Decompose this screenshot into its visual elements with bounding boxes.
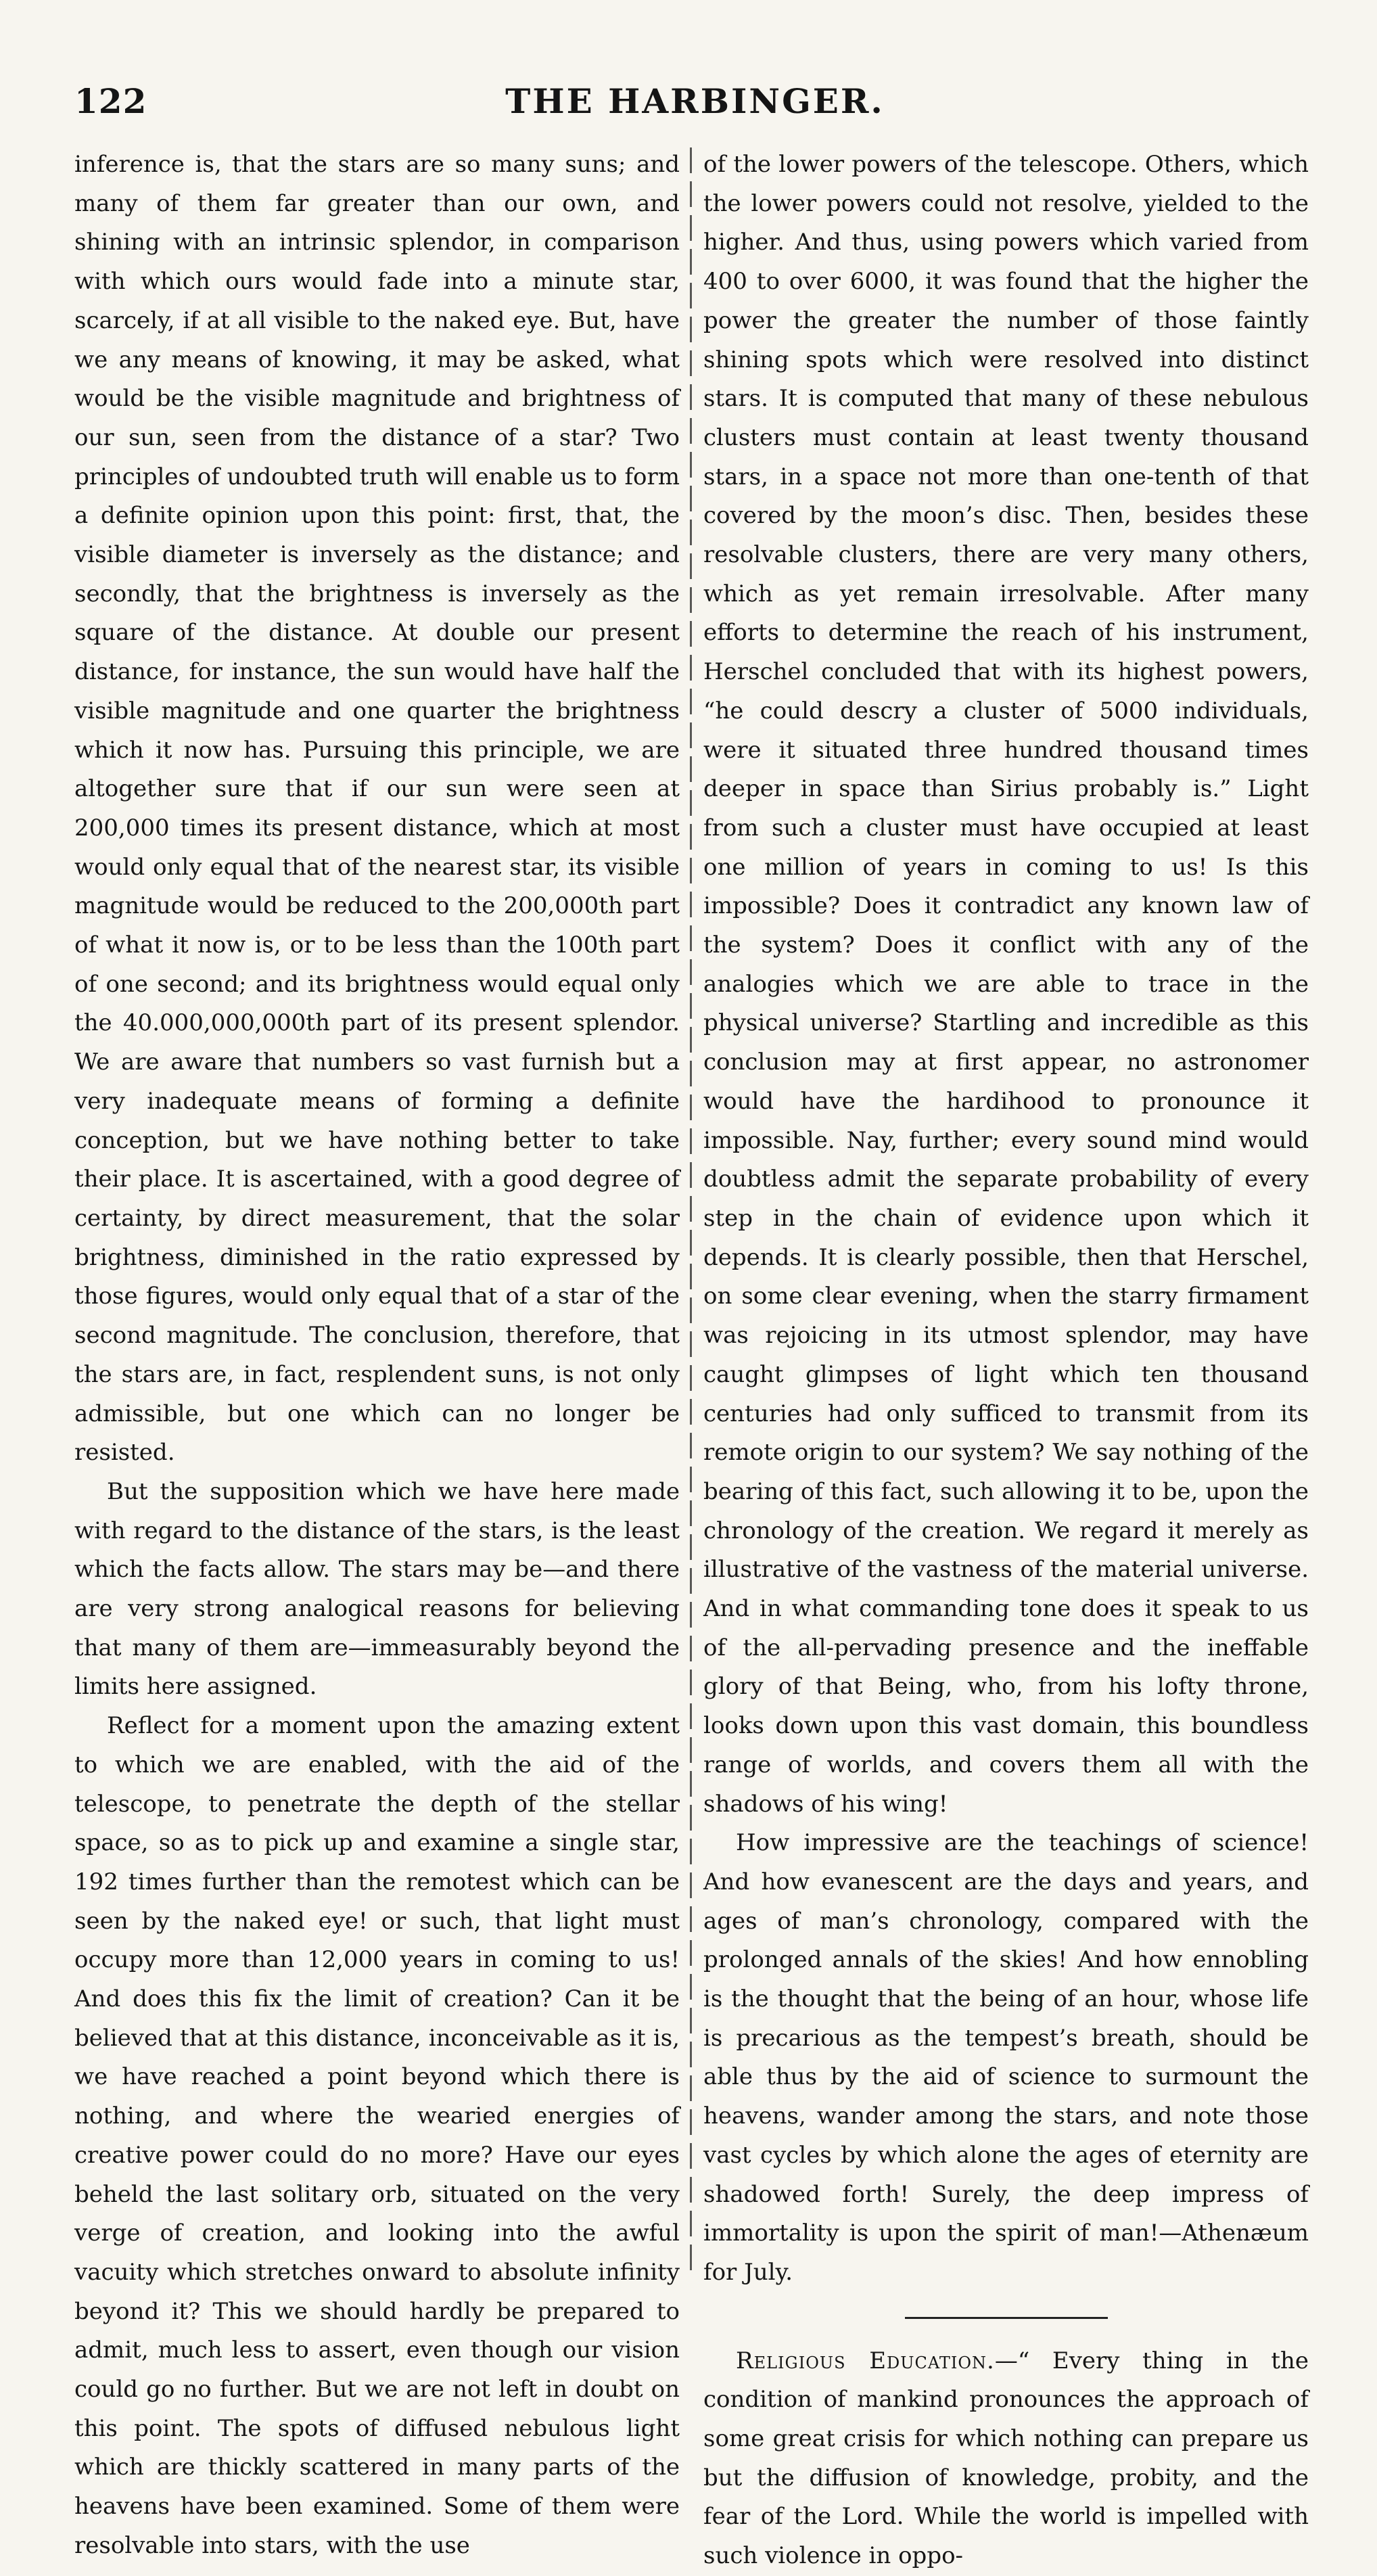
running-title: THE HARBINGER. <box>505 81 885 121</box>
section-separator <box>905 2317 1108 2319</box>
right-column <box>703 145 1309 2576</box>
page-number: 122 <box>74 81 147 121</box>
column-divider <box>690 147 692 2272</box>
article-religious-education <box>703 2342 1309 2576</box>
paragraph: But the supposition which we have here made with regard to the distance of the stars, is the least which the facts allow. The stars may be—and there are very strong analogical reasons for believing that many of them are—immeasurably beyond the limits here assigned. <box>74 1477 680 1701</box>
article-heading: Religious Education. <box>736 2347 995 2374</box>
paragraph: Reflect for a moment upon the amazing extent to which we are enabled, with the aid of the telescope, to penetrate the depth of the stellar space, so as to pick up and examine a single star, 192 times further than the remotest which can be seen by the naked eye! or such, that light must occupy more than 12,000 years in coming to us! And does this fix the limit of creation? Can it be believed that at this distance, inconceivable as it is, we have reached a point beyond which there is nothing, and where the wearied energies of creative power could do no more? Have our eyes beheld the last solitary orb, situated on the very verge of creation, and looking into the awful vacuity which stretches onward to absolute infinity beyond it? This we should hardly be prepared to admit, much less to assert, even though our vision could go no further. But we are not left in doubt on this point. The spots of diffused nebulous light which are thickly scattered in many parts of the heavens have been examined. Some of them were resolvable into stars, with the use <box>74 1712 680 2559</box>
page-header <box>74 81 1315 135</box>
paragraph: How impressive are the teachings of science! And how evanescent are the days and years, and ages of man’s chronology, compared with the prolonged annals of the skies! And how ennobling is the thought that the being of an hour, whose life is precarious as the tempest’s breath, should be able thus by the aid of science to surmount the heavens, wander among the stars, and note those vast cycles by which alone the ages of eternity are shadowed forth! Surely, the deep impress of immortality is upon the spirit of man!—Athenæum for July. <box>703 1829 1309 2286</box>
paragraph: inference is, that the stars are so many suns; and many of them far greater than our own, and shining with an intrinsic splendor, in comparison with which ours would fade into a minute star, scarcely, if at all visible to the naked eye. But, have we any means of knowing, it may be asked, what would be the visible magnitude and brightness of our sun, seen from the distance of a star? Two principles of undoubted truth will enable us to form a definite opinion upon this point: first, that, the visible diameter is inversely as the distance; and secondly, that the brightness is inversely as the square of the distance. At double our present distance, for instance, the sun would have half the visible magnitude and one quarter the brightness which it now has. Pursuing this principle, we are altogether sure that if our sun were seen at 200,000 times its present distance, which at most would only equal that of the nearest star, its visible magnitude would be reduced to the 200,000th part of what it now is, or to be less than the 100th part of one second; and its brightness would equal only the 40.000,000,000th part of its present splendor. We are aware that numbers so vast furnish but a very inadequate means of forming a definite conception, but we have nothing better to take their place. It is ascertained, with a good degree of certainty, by direct measurement, that the solar brightness, diminished in the ratio expressed by those figures, would only equal that of a star of the second magnitude. The conclusion, therefore, that the stars are, in fact, resplendent suns, is not only admissible, but one which can no longer be resisted. <box>74 151 680 1467</box>
article-body: —“ Every thing in the condition of mankind pronounces the approach of some great crisis for which nothing can prepare us but the diffusion of knowledge, probity, and the fear of the Lord. While the world is impelled with such violence in oppo- <box>703 2347 1309 2570</box>
left-column <box>74 145 680 2566</box>
paragraph: of the lower powers of the telescope. Others, which the lower powers could not resolve, yielded to the higher. And thus, using powers which varied from 400 to over 6000, it was found that the higher the power the greater the number of those faintly shining spots which were resolved into distinct stars. It is computed that many of these nebulous clusters must contain at least twenty thousand stars, in a space not more than one-tenth of that covered by the moon’s disc. Then, besides these resolvable clusters, there are very many others, which as yet remain irresolvable. After many efforts to determine the reach of his instrument, Herschel concluded that with its highest powers, “he could descry a cluster of 5000 individuals, were it situated three hundred thousand times deeper in space than Sirius probably is.” Light from such a cluster must have occupied at least one million of years in coming to us! Is this impossible? Does it contradict any known law of the system? Does it conflict with any of the analogies which we are able to trace in the physical universe? Startling and incredible as this conclusion may at first appear, no astronomer would have the hardihood to pronounce it impossible. Nay, further; every sound mind would doubtless admit the separate probability of every step in the chain of evidence upon which it depends. It is clearly possible, then that Herschel, on some clear evening, when the starry firmament was rejoicing in its utmost splendor, may have caught glimpses of light which ten thousand centuries had only sufficed to transmit from its remote origin to our system? We say nothing of the bearing of this fact, such allowing it to be, upon the chronology of the creation. We regard it merely as illustrative of the vastness of the material universe. And in what commanding tone does it speak to us of the all-pervading presence and the ineffable glory of that Being, who, from his lofty throne, looks down upon this vast domain, this boundless range of worlds, and covers them all with the shadows of his wing! <box>703 151 1309 1818</box>
